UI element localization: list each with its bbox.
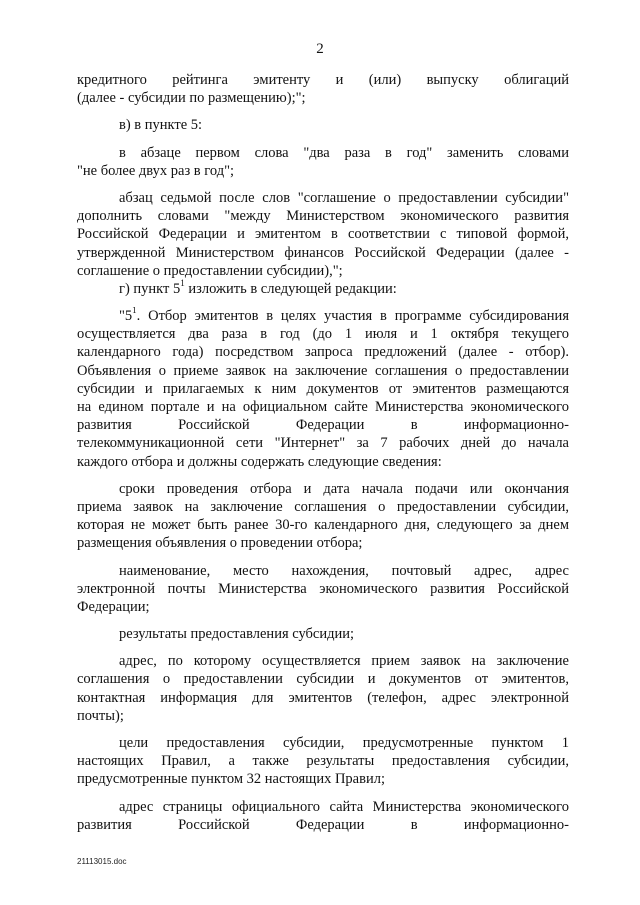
text-line-content: осуществляется два раза в год (до 1 июля и 1 октября текущего xyxy=(77,326,569,343)
paragraph-gap xyxy=(77,135,569,144)
text-line-content: цели предоставления субсидии, предусмотренные пунктом 1 xyxy=(119,735,569,751)
text-line-content: наименование, место нахождения, почтовый адрес, адрес xyxy=(119,562,569,579)
text-line-content: Российской Федерации и эмитентом в соответствии с типовой формой, xyxy=(77,226,569,243)
text-line xyxy=(77,380,569,398)
text-line-content: "не более двух раз в год"; xyxy=(77,162,235,179)
text-line xyxy=(77,71,569,89)
paragraph-gap xyxy=(77,616,569,625)
text-line-content: электронной почты Министерства экономического развития Российской xyxy=(77,580,569,597)
text-line xyxy=(77,280,569,298)
text-line-content: каждого отбора и должны содержать следующие сведения: xyxy=(77,453,442,470)
text-line xyxy=(77,480,569,498)
text-line xyxy=(77,625,569,643)
paragraph-gap xyxy=(77,725,569,734)
text-line-content: Федерации; xyxy=(77,598,150,615)
paragraph-gap xyxy=(77,643,569,652)
text-line xyxy=(77,144,569,162)
text-line xyxy=(77,162,569,180)
document-body xyxy=(77,71,569,834)
text-line-content: размещения объявления о проведении отбора; xyxy=(77,535,363,552)
text-line xyxy=(77,116,569,134)
text-line xyxy=(77,89,569,107)
text-line-content: кредитного рейтинга эмитенту и (или) выпуску облигаций xyxy=(77,72,569,88)
text-line-content: которая не может быть ранее 30-го календарного дня, следующего за днем xyxy=(77,517,569,534)
text-line xyxy=(77,453,569,471)
text-line xyxy=(77,562,569,580)
text-line xyxy=(77,207,569,225)
paragraph-gap xyxy=(77,471,569,480)
text-line xyxy=(77,734,569,752)
text-line xyxy=(77,362,569,380)
text-line xyxy=(77,343,569,361)
text-line-content: соглашения о предоставлении субсидии и документов от эмитентов, xyxy=(77,671,569,688)
text-line xyxy=(77,752,569,770)
text-line xyxy=(77,598,569,616)
text-line-content: дополнить словами "между Министерством экономического развития xyxy=(77,208,569,225)
text-line-content: в абзаце первом слова "два раза в год" заменить словами xyxy=(119,144,569,161)
text-line-content: "5 xyxy=(119,308,133,325)
paragraph-gap xyxy=(77,789,569,798)
superscript-number: 1 xyxy=(132,307,137,316)
text-line xyxy=(77,534,569,552)
paragraph-gap xyxy=(77,298,569,307)
text-line xyxy=(77,707,569,725)
text-line xyxy=(77,770,569,788)
text-line-content: сроки проведения отбора и дата начала подачи или окончания xyxy=(119,480,569,497)
text-line-content: приема заявок на заключение соглашения о предоставлении субсидии, xyxy=(77,498,569,515)
text-line-content: в) в пункте 5: xyxy=(119,117,203,134)
text-line xyxy=(77,262,569,280)
text-line-continuation: . Отбор эмитентов в целях участия в программе субсидирования xyxy=(136,308,569,325)
text-line xyxy=(77,398,569,416)
text-line xyxy=(77,670,569,688)
text-line-content: абзац седьмой после слов "соглашение о предоставлении субсидии" xyxy=(119,189,569,206)
text-line xyxy=(77,307,569,325)
text-line xyxy=(77,498,569,516)
text-line-continuation: изложить в следующей редакции: xyxy=(184,280,397,297)
text-line-content: контактная информация для эмитентов (телефон, адрес электронной xyxy=(77,689,569,706)
text-line-content: результаты предоставления субсидии; xyxy=(119,626,355,643)
text-line xyxy=(77,516,569,534)
page-number: 2 xyxy=(316,41,324,57)
text-line-content: субсидии и прилагаемых к ним документов от эмитентов размещаются xyxy=(77,380,569,397)
text-line xyxy=(77,416,569,434)
paragraph-gap xyxy=(77,107,569,116)
text-line xyxy=(77,689,569,707)
text-line-content: развития Российской Федерации в информационно- xyxy=(77,417,569,434)
text-line-content: адрес, по которому осуществляется прием заявок на заключение xyxy=(119,653,569,670)
text-line-content: (далее - субсидии по размещению);"; xyxy=(77,90,306,107)
text-line xyxy=(77,325,569,343)
text-line xyxy=(77,434,569,452)
superscript-number: 1 xyxy=(180,278,185,289)
text-line-content: г) пункт 5 xyxy=(119,280,181,297)
text-line-content: адрес страницы официального сайта Министерства экономического xyxy=(119,798,569,815)
text-line-content: календарного года) посредством запроса предложений (далее - отбор). xyxy=(77,344,569,361)
paragraph-gap xyxy=(77,180,569,189)
text-line-content: предусмотренные пунктом 32 настоящих Правил; xyxy=(77,771,385,788)
text-line xyxy=(77,225,569,243)
text-line-content: развития Российской Федерации в информационно- xyxy=(77,816,569,833)
text-line-content: утвержденной Министерством финансов Российской Федерации (далее - xyxy=(77,244,569,261)
text-line xyxy=(77,244,569,262)
text-line-content: Объявления о приеме заявок на заключение соглашения о предоставлении xyxy=(77,362,569,379)
text-line-content: на едином портале и на официальном сайте Министерства экономического xyxy=(77,399,569,415)
text-line xyxy=(77,652,569,670)
text-line-content: телекоммуникационной сети "Интернет" за 7 рабочих дней до начала xyxy=(77,435,569,452)
text-line xyxy=(77,580,569,598)
text-line xyxy=(77,816,569,834)
text-line-content: настоящих Правил, а также результаты предоставления субсидии, xyxy=(77,753,569,770)
text-line xyxy=(77,798,569,816)
text-line xyxy=(77,189,569,207)
text-line-content: почты); xyxy=(77,707,124,724)
text-line-content: соглашение о предоставлении субсидии),"; xyxy=(77,262,343,279)
file-code: 21113015.doc xyxy=(77,857,127,866)
paragraph-gap xyxy=(77,553,569,562)
